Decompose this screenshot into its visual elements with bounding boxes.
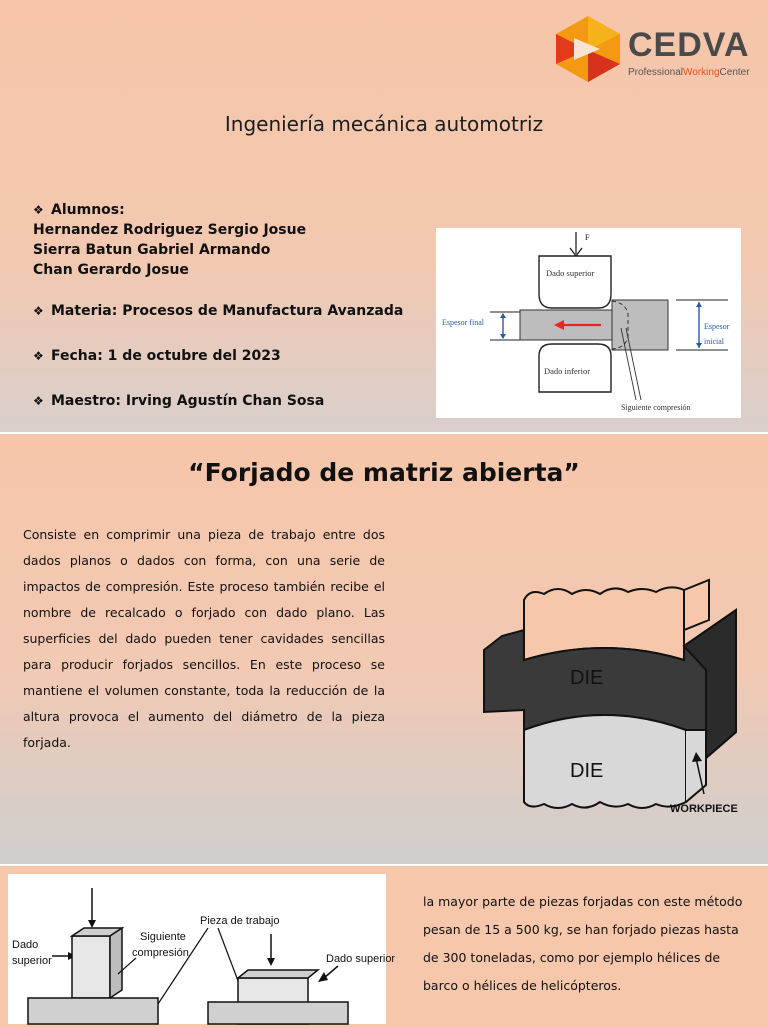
diamond-bullet-icon: ❖ [33,349,44,363]
down-arrow-icon [88,920,96,928]
student-name: Hernandez Rodriguez Sergio Josue [33,222,307,238]
slide-forging-weights [0,866,768,1024]
final-thickness-label: Espesor final [442,318,484,327]
workpiece-bar [208,1002,348,1024]
next-compression-label: Siguiente [140,931,186,943]
diamond-bullet-icon: ❖ [33,203,44,217]
date-line: ❖ Fecha: 1 de octubre del 2023 [33,348,281,364]
forging-sequence-diagram [8,874,396,1024]
cedva-hexagon-icon [550,14,626,84]
svg-text:compresión: compresión [132,947,189,959]
info-block [33,200,413,411]
subject-line: ❖ Materia: Procesos de Manufactura Avanzada [33,303,404,319]
bottom-die-shape [524,715,686,808]
logo-tagline: ProfessionalWorkingCenter [628,67,750,78]
slide-open-die-forging [0,434,768,864]
top-die-label: Dado superior [546,268,595,278]
die-top-label: DIE [570,667,604,689]
weights-paragraph: la mayor parte de piezas forjadas con este método pesan de 15 a 500 kg, se han forjado piezas hasta de 300 toneladas, como por ejemplo hélices de barco o hélices de helicópteros. [423,894,743,993]
forging-diagram [436,228,741,418]
svg-text:inicial: inicial [704,337,724,346]
upper-die-block [72,936,110,998]
die-workpiece-illustration [474,580,764,820]
workpiece-label: WORKPIECE [670,803,738,815]
upper-die-label: Dado superior [326,953,396,965]
die-bottom-label: DIE [570,760,604,782]
student-name: Chan Gerardo Josue [33,262,189,278]
diamond-bullet-icon: ❖ [33,304,44,318]
cedva-logo [550,14,760,84]
next-compression-label: Siguiente compresión [621,403,691,412]
dado-label: Dado [12,939,39,951]
description-paragraph: Consiste en comprimir una pieza de trabajo entre dos dados planos o dados con forma, con una serie de impactos de compresión. Este proceso también recibe el nombre de recalcado o forjado con dado plano. Las superficies del dado pueden tener cavidades sencillas para producir forjados sencillos. En este proceso se mantiene el volumen constante, toda la reducción de la altura provoca el aumento del diámetro de la pieza forjada. [23,527,385,750]
workpiece-bar [28,998,158,1024]
workpiece-label: Pieza de trabajo [200,915,280,927]
svg-text:superior: superior [12,955,52,967]
down-arrow-icon [267,958,275,966]
top-die-shape [539,256,611,308]
course-title: Ingeniería mecánica automotriz [224,112,544,136]
diamond-bullet-icon: ❖ [33,394,44,408]
logo-wordmark: CEDVA [628,26,750,64]
force-label: F [585,233,590,242]
teacher-line: ❖ Maestro: Irving Agustín Chan Sosa [33,393,325,409]
students-heading: ❖ Alumnos: [33,202,125,218]
bottom-die-label: Dado inferior [544,366,591,376]
initial-thickness-label: Espesor [704,322,730,331]
student-name: Sierra Batun Gabriel Armando [33,242,271,258]
slide-title-info [0,0,768,432]
section-title: “Forjado de matriz abierta” [188,458,580,487]
